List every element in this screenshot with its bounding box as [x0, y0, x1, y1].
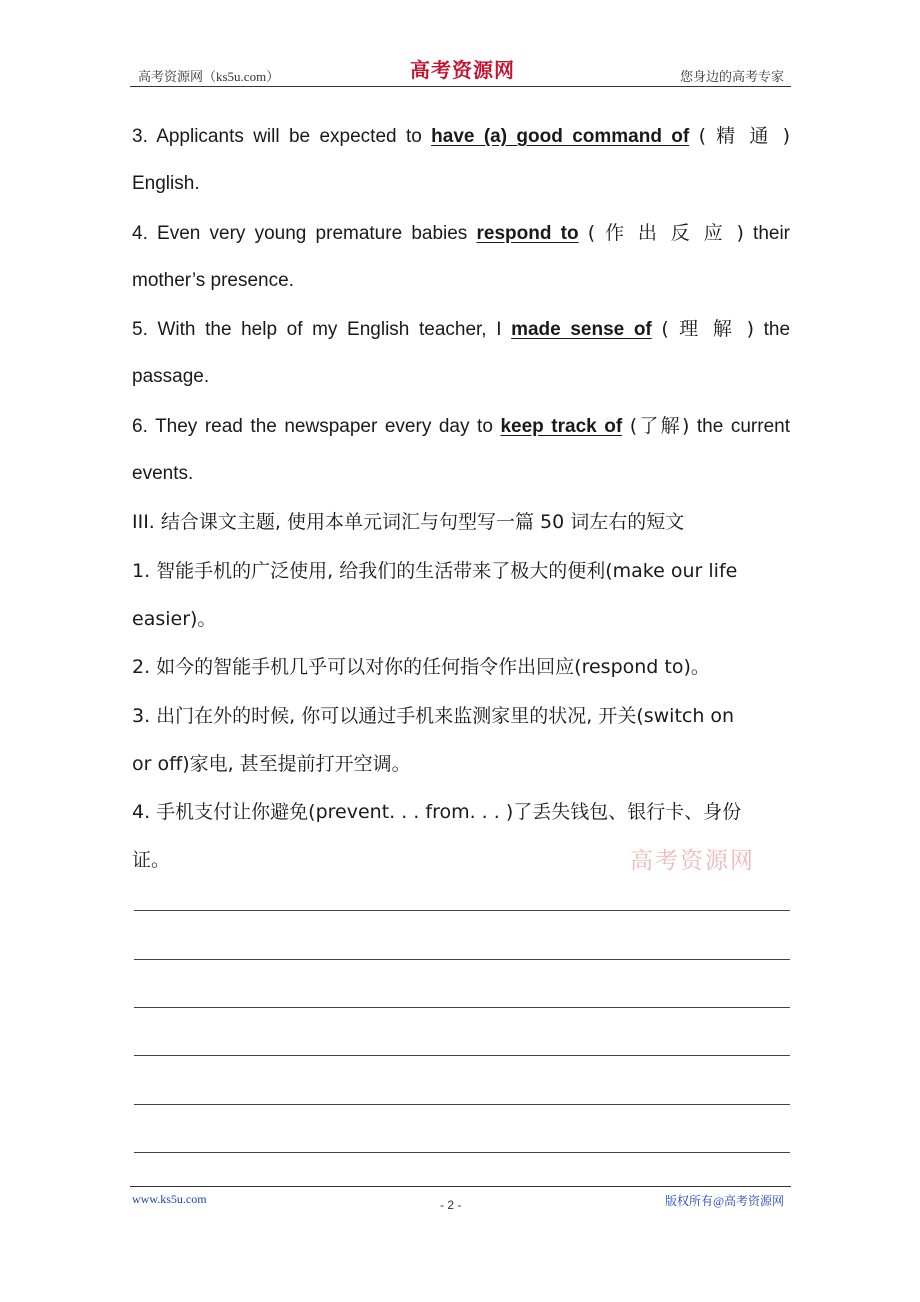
chinese-hint: ( 精 通 ): [698, 125, 790, 147]
writing-line[interactable]: [134, 1104, 790, 1105]
answer-phrase: respond to: [476, 223, 579, 244]
answer-phrase: have (a) good command of: [431, 126, 690, 147]
footer-divider: [130, 1186, 791, 1187]
footer-copyright: 版权所有@高考资源网: [664, 1194, 784, 1208]
exercise-item-5: [132, 316, 790, 343]
watermark-logo: 高考资源网: [630, 848, 755, 874]
prompt-1-line-2: easier)。: [132, 608, 217, 630]
section-3-title: III. 结合课文主题, 使用本单元词汇与句型写一篇 50 词左右的短文: [132, 511, 685, 533]
exercise-item-6: [132, 413, 790, 440]
item-number: 4.: [132, 223, 148, 244]
writing-line[interactable]: [134, 910, 790, 911]
header-slogan: 您身边的高考专家: [679, 69, 784, 84]
prompt-3-line-2: or off)家电, 甚至提前打开空调。: [132, 753, 411, 775]
item-text-after: the current: [696, 416, 790, 437]
exercise-item-5-continuation: passage.: [132, 366, 210, 387]
item-text: They read the newspaper every day to: [155, 416, 501, 437]
header-site-name: 高考资源网（ks5u.com）: [138, 69, 280, 84]
writing-line[interactable]: [134, 1152, 790, 1153]
writing-line[interactable]: [134, 1007, 790, 1008]
header-divider: [130, 86, 791, 87]
prompt-4-line-2: 证。: [132, 849, 171, 871]
exercise-item-3: [132, 123, 790, 150]
item-text: Applicants will be expected to: [156, 126, 432, 147]
exercise-item-3-continuation: English.: [132, 173, 200, 194]
exercise-item-6-continuation: events.: [132, 463, 194, 484]
item-number: 5.: [132, 319, 148, 340]
answer-phrase: keep track of: [500, 416, 623, 437]
prompt-1-line-1: 1. 智能手机的广泛使用, 给我们的生活带来了极大的便利(make our life: [132, 560, 738, 582]
chinese-hint: (了解): [629, 415, 690, 437]
writing-line[interactable]: [134, 959, 790, 960]
item-number: 6.: [132, 416, 148, 437]
exercise-item-4-continuation: mother’s presence.: [132, 270, 294, 291]
header-logo: 高考资源网: [410, 58, 515, 82]
item-text-after: the: [763, 319, 791, 340]
item-number: 3.: [132, 126, 148, 147]
page-number: - 2 -: [440, 1198, 462, 1212]
writing-line[interactable]: [134, 1055, 790, 1056]
answer-phrase: made sense of: [511, 319, 652, 340]
prompt-3-line-1: 3. 出门在外的时候, 你可以通过手机来监测家里的状况, 开关(switch on: [132, 705, 735, 727]
prompt-4-line-1: 4. 手机支付让你避免(prevent. . . from. . . )了丢失钱包、银行卡、身份: [132, 801, 742, 823]
footer-site-link[interactable]: www.ks5u.com: [132, 1192, 207, 1206]
chinese-hint: ( 理 解 ): [661, 318, 754, 340]
item-text-after: their: [753, 223, 791, 244]
item-text: With the help of my English teacher, I: [157, 319, 512, 340]
chinese-hint: ( 作 出 反 应 ): [587, 222, 744, 244]
exercise-item-4: [132, 220, 790, 247]
item-text: Even very young premature babies: [157, 223, 477, 244]
prompt-2-line-1: 2. 如今的智能手机几乎可以对你的任何指令作出回应(respond to)。: [132, 656, 710, 678]
